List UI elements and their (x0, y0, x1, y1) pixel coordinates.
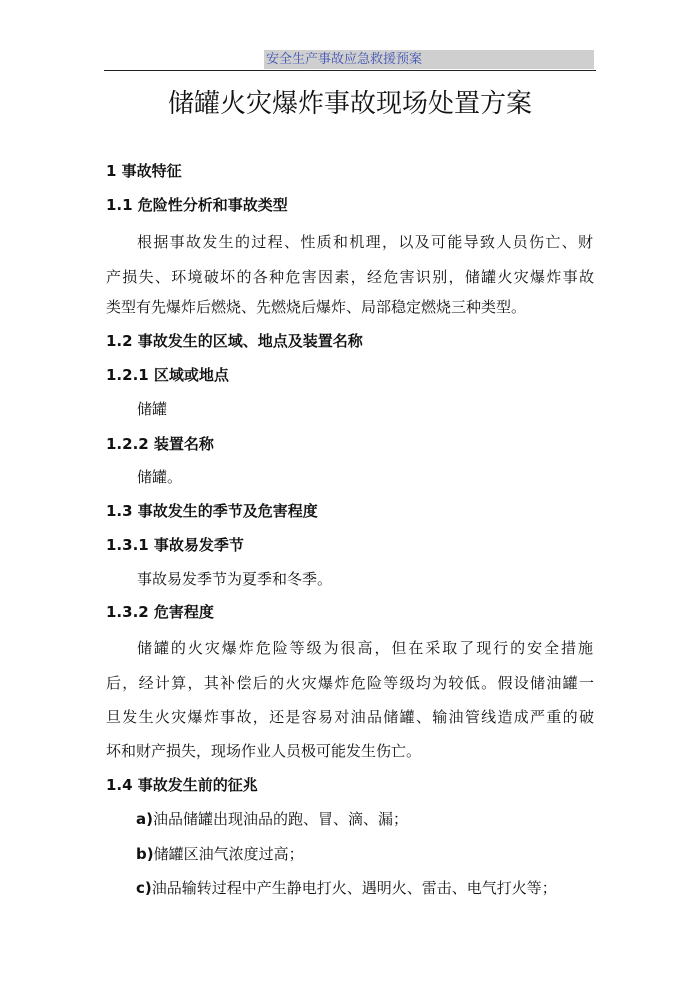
heading-1-3: 1.3 事故发生的季节及危害程度 (106, 502, 318, 520)
paragraph-line: 类型有先爆炸后燃烧、先燃烧后爆炸、局部稳定燃烧三种类型。 (106, 298, 527, 316)
paragraph-line: 坏和财产损失，现场作业人员极可能发生伤亡。 (106, 742, 422, 760)
list-item (136, 843, 304, 865)
paragraph-line: 储罐。 (137, 468, 183, 486)
heading-1-2: 1.2 事故发生的区域、地点及装置名称 (106, 332, 363, 350)
paragraph-line: 根据事故发生的过程、性质和机理，以及可能导致人员伤亡、财 (137, 233, 593, 251)
running-header: 安全生产事故应急救援预案 (266, 52, 423, 67)
heading-1-1: 1.1 危险性分析和事故类型 (106, 196, 288, 214)
paragraph-line: 储罐的火灾爆炸危险等级为很高，但在采取了现行的安全措施 (137, 639, 593, 657)
list-marker: a) (136, 810, 153, 828)
list-marker: b) (136, 845, 154, 863)
heading-1-2-2: 1.2.2 装置名称 (106, 435, 214, 453)
paragraph-line: 后，经计算，其补偿后的火灾爆炸危险等级均为较低。假设储油罐一 (106, 674, 594, 692)
heading-1: 1 事故特征 (106, 162, 182, 180)
heading-1-3-2: 1.3.2 危害程度 (106, 603, 214, 621)
list-marker: c) (136, 879, 152, 897)
paragraph-line: 旦发生火灾爆炸事故，还是容易对油品储罐、输油管线造成严重的破 (106, 708, 594, 726)
heading-1-3-1: 1.3.1 事故易发季节 (106, 536, 244, 554)
list-item (136, 808, 408, 830)
paragraph-line: 产损失、环境破坏的各种危害因素，经危害识别，储罐火灾爆炸事故 (106, 268, 594, 286)
header-rule (104, 70, 596, 71)
heading-1-2-1: 1.2.1 区域或地点 (106, 366, 229, 384)
list-item-text: 储罐区油气浓度过高； (153, 845, 304, 863)
paragraph-line: 事故易发季节为夏季和冬季。 (137, 570, 333, 588)
paragraph-line: 储罐 (137, 400, 168, 418)
list-item-text: 油品储罐出现油品的跑、冒、滴、漏； (152, 810, 408, 828)
list-item-text: 油品输转过程中产生静电打火、遇明火、雷击、电气打火等； (151, 879, 557, 897)
document-title: 储罐火灾爆炸事故现场处置方案 (167, 89, 532, 119)
list-item (136, 877, 557, 899)
heading-1-4: 1.4 事故发生前的征兆 (106, 776, 258, 794)
